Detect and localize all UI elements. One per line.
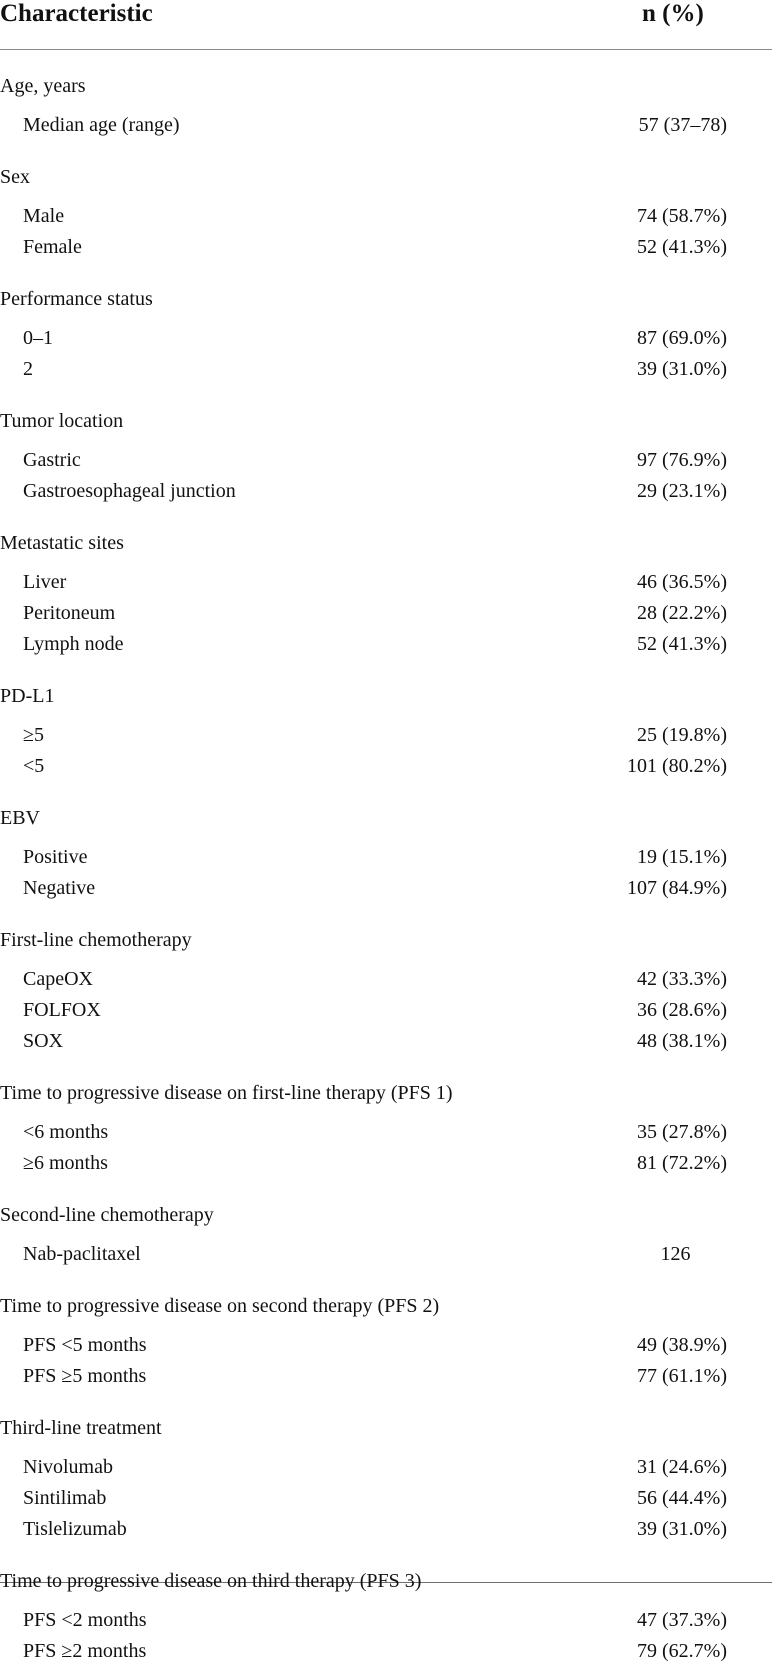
header-n-percent: n (%) — [642, 0, 704, 27]
row-value: 81 (72.2%) — [637, 1152, 727, 1174]
row-value: 35 (27.8%) — [637, 1121, 727, 1143]
group-items — [0, 558, 772, 660]
group-items — [0, 436, 772, 507]
row-label: Gastroesophageal junction — [23, 480, 236, 502]
row-value: 74 (58.7%) — [637, 205, 727, 227]
table-row — [0, 567, 772, 598]
table-row — [0, 1605, 772, 1636]
row-label: Median age (range) — [23, 114, 180, 136]
row-value: 39 (31.0%) — [637, 1518, 727, 1540]
row-value: 87 (69.0%) — [637, 327, 727, 349]
row-value: 77 (61.1%) — [637, 1365, 727, 1387]
table-row — [0, 1117, 772, 1148]
table-row — [0, 751, 772, 782]
table-body — [0, 50, 772, 1662]
table-group — [0, 50, 772, 141]
group-items — [0, 1321, 772, 1392]
group-items — [0, 833, 772, 904]
row-label: FOLFOX — [23, 999, 101, 1021]
table-group — [0, 1270, 772, 1392]
row-label: Male — [23, 205, 65, 227]
table-group — [0, 141, 772, 263]
table-row — [0, 1361, 772, 1392]
group-items — [0, 1108, 772, 1179]
group-heading: Performance status — [0, 288, 153, 310]
row-value: 56 (44.4%) — [637, 1487, 727, 1509]
table-row — [0, 323, 772, 354]
group-heading: Age, years — [0, 75, 86, 97]
group-heading: Tumor location — [0, 410, 124, 432]
group-items — [0, 101, 772, 141]
group-heading: EBV — [0, 807, 40, 829]
row-value: 28 (22.2%) — [637, 602, 727, 624]
row-label: 0–1 — [23, 327, 53, 349]
table-group — [0, 782, 772, 904]
row-value: 29 (23.1%) — [637, 480, 727, 502]
row-value: 126 — [660, 1243, 691, 1265]
row-value: 42 (33.3%) — [637, 968, 727, 990]
row-value: 19 (15.1%) — [637, 846, 727, 868]
row-label: 2 — [23, 358, 33, 380]
table-row — [0, 476, 772, 507]
row-label: ≥5 — [23, 724, 44, 746]
row-value: 52 (41.3%) — [637, 236, 727, 258]
row-value: 36 (28.6%) — [637, 999, 727, 1021]
table-row — [0, 1636, 772, 1667]
table-row — [0, 354, 772, 385]
row-label: Liver — [23, 571, 67, 593]
row-label: SOX — [23, 1030, 64, 1052]
row-label: ≥6 months — [23, 1152, 108, 1174]
row-label: Female — [23, 236, 82, 258]
row-label: Negative — [23, 877, 96, 899]
table-row — [0, 720, 772, 751]
row-label: Gastric — [23, 449, 81, 471]
table-row — [0, 1026, 772, 1057]
row-label: PFS ≥5 months — [23, 1365, 147, 1387]
table-row — [0, 598, 772, 629]
group-items — [0, 1596, 772, 1667]
row-label: <5 — [23, 755, 45, 777]
header-characteristic: Characteristic — [0, 0, 153, 27]
table-row — [0, 445, 772, 476]
table-group — [0, 1179, 772, 1270]
group-items — [0, 955, 772, 1057]
row-value: 25 (19.8%) — [637, 724, 727, 746]
row-label: PFS ≥2 months — [23, 1640, 147, 1662]
row-value: 57 (37–78) — [638, 114, 727, 136]
row-label: Tislelizumab — [23, 1518, 127, 1540]
row-label: PFS <2 months — [23, 1609, 147, 1631]
row-value: 49 (38.9%) — [637, 1334, 727, 1356]
table-row — [0, 1483, 772, 1514]
table-row — [0, 629, 772, 660]
group-heading: First-line chemotherapy — [0, 929, 192, 951]
table-group — [0, 904, 772, 1057]
table-row — [0, 201, 772, 232]
row-value: 52 (41.3%) — [637, 633, 727, 655]
row-value: 107 (84.9%) — [627, 877, 727, 899]
row-value: 79 (62.7%) — [637, 1640, 727, 1662]
table-row — [0, 1148, 772, 1179]
row-label: <6 months — [23, 1121, 109, 1143]
group-items — [0, 314, 772, 385]
table-row — [0, 1239, 772, 1270]
table-group — [0, 660, 772, 782]
row-label: Peritoneum — [23, 602, 116, 624]
table-header — [0, 0, 772, 50]
group-heading: Second-line chemotherapy — [0, 1204, 214, 1226]
row-label: Positive — [23, 846, 88, 868]
row-label: Sintilimab — [23, 1487, 107, 1509]
row-value: 97 (76.9%) — [637, 449, 727, 471]
row-label: Lymph node — [23, 633, 124, 655]
table-row — [0, 964, 772, 995]
group-items — [0, 1443, 772, 1545]
row-label: Nivolumab — [23, 1456, 113, 1478]
table-row — [0, 1452, 772, 1483]
group-items — [0, 1230, 772, 1270]
group-heading: Time to progressive disease on first-line therapy (PFS 1) — [0, 1082, 453, 1104]
row-label: CapeOX — [23, 968, 93, 990]
table-row — [0, 873, 772, 904]
table-group — [0, 1545, 772, 1667]
table-row — [0, 1330, 772, 1361]
table-group — [0, 385, 772, 507]
group-heading: Time to progressive disease on third therapy (PFS 3) — [0, 1570, 422, 1592]
table-row — [0, 110, 772, 141]
group-heading: PD-L1 — [0, 685, 55, 707]
row-label: PFS <5 months — [23, 1334, 147, 1356]
group-items — [0, 192, 772, 263]
table-row — [0, 232, 772, 263]
group-heading: Metastatic sites — [0, 532, 124, 554]
table-group — [0, 507, 772, 660]
table-group — [0, 1057, 772, 1179]
table-group — [0, 1392, 772, 1545]
group-heading: Time to progressive disease on second therapy (PFS 2) — [0, 1295, 440, 1317]
row-label: Nab-paclitaxel — [23, 1243, 141, 1265]
row-value: 48 (38.1%) — [637, 1030, 727, 1052]
row-value: 31 (24.6%) — [637, 1456, 727, 1478]
table-row — [0, 842, 772, 873]
group-heading: Third-line treatment — [0, 1417, 162, 1439]
table-group — [0, 263, 772, 385]
row-value: 101 (80.2%) — [627, 755, 727, 777]
table-row — [0, 995, 772, 1026]
group-items — [0, 711, 772, 782]
group-heading: Sex — [0, 166, 30, 188]
row-value: 39 (31.0%) — [637, 358, 727, 380]
table-row — [0, 1514, 772, 1545]
row-value: 47 (37.3%) — [637, 1609, 727, 1631]
row-value: 46 (36.5%) — [637, 571, 727, 593]
